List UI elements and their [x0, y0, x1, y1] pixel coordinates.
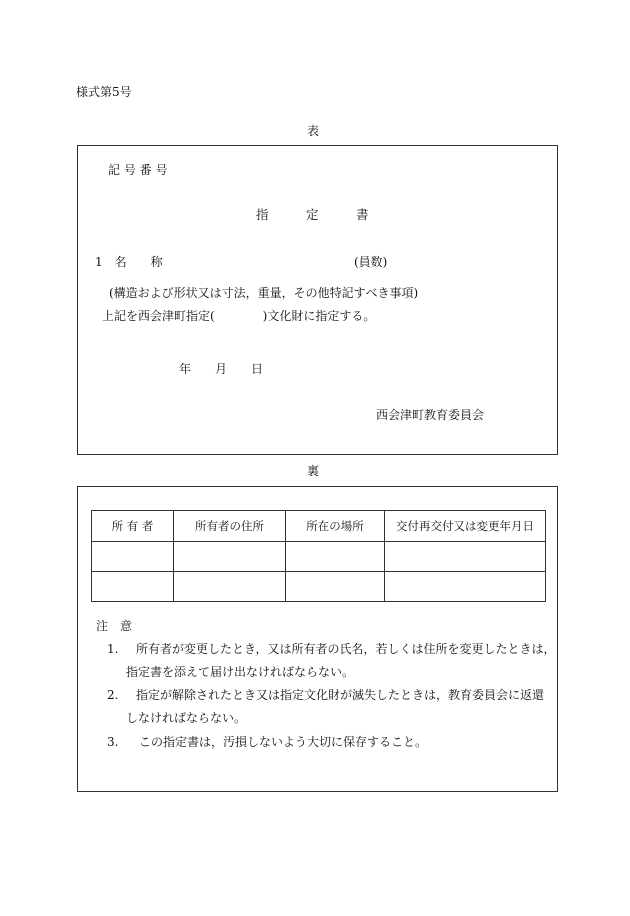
- note-3-number: 3.: [107, 735, 119, 749]
- description-note: (構造および形状又は寸法，重量，その他特記すべき事項): [109, 286, 419, 300]
- header-owner: 所 有 者: [92, 511, 174, 542]
- table-cell: [286, 542, 385, 572]
- table-header-row: [92, 511, 546, 542]
- table-row: [92, 572, 546, 602]
- table-cell: [174, 572, 286, 602]
- note-2-continuation: しなければならない。: [126, 711, 247, 725]
- note-1-continuation: 指定書を添えて届け出なければならない。: [126, 665, 355, 679]
- note-1-number: 1.: [107, 642, 119, 656]
- header-owner-address: 所有者の住所: [174, 511, 286, 542]
- table-cell: [385, 542, 546, 572]
- table-cell: [92, 572, 174, 602]
- item-count-label: (員数): [354, 255, 388, 269]
- table-cell: [385, 572, 546, 602]
- note-1-text: 所有者が変更したとき，又は所有者の氏名，若しくは住所を変更したときは，: [136, 642, 556, 656]
- table-row: [92, 542, 546, 572]
- note-2-number: 2.: [107, 688, 119, 702]
- form-number: 様式第5号: [76, 85, 132, 99]
- issue-date-line: 年 月 日: [179, 362, 264, 376]
- front-panel: [77, 145, 558, 455]
- front-side-label: 表: [307, 124, 320, 138]
- table-cell: [174, 542, 286, 572]
- issuer-name: 西会津町教育委員会: [376, 408, 485, 422]
- header-issue-date: 交付再交付又は変更年月日: [385, 511, 546, 542]
- item-name-label: 1 名 称: [95, 255, 163, 269]
- header-location: 所在の場所: [286, 511, 385, 542]
- record-number-label: 記 号 番 号: [108, 163, 168, 177]
- table-cell: [286, 572, 385, 602]
- note-3-text: この指定書は，汚損しないよう大切に保存すること。: [139, 735, 428, 749]
- note-2-text: 指定が解除されたとき又は指定文化財が滅失したときは，教育委員会に返還: [136, 688, 545, 702]
- table-cell: [92, 542, 174, 572]
- back-side-label: 裏: [307, 464, 320, 478]
- owner-history-table: [91, 510, 546, 602]
- certificate-title: 指 定 書: [256, 207, 369, 222]
- notes-title: 注 意: [96, 619, 133, 633]
- designation-statement: 上記を西会津町指定( )文化財に指定する。: [102, 309, 376, 323]
